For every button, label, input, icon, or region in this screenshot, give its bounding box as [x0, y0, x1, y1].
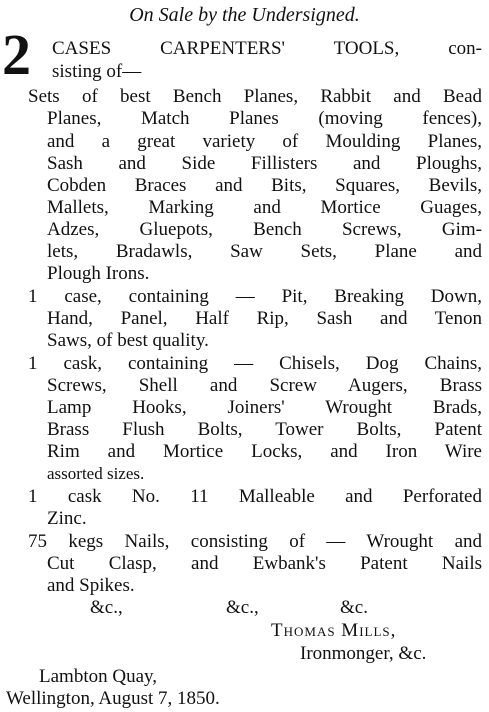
body-line: sisting of—	[52, 61, 142, 82]
body-line: 1 cask, containing — Chisels, Dog Chains,	[28, 353, 482, 374]
body-line: Brass Flush Bolts, Tower Bolts, Patent	[47, 419, 482, 440]
body-line: Cut Clasp, and Ewbank's Patent Nails	[47, 553, 482, 574]
body-line: Cobden Braces and Bits, Squares, Bevils,	[47, 175, 482, 196]
body-line: Rim and Mortice Locks, and Iron Wire	[47, 441, 482, 462]
body-line: Zinc.	[47, 508, 87, 529]
body-line: Sash and Side Fillisters and Ploughs,	[47, 153, 482, 174]
place-and-date: Wellington, August 7, 1850.	[6, 688, 220, 709]
advert-heading: On Sale by the Undersigned.	[129, 4, 360, 26]
body-line: Saws, of best quality.	[47, 330, 209, 351]
drop-cap-numeral: 2	[2, 22, 31, 87]
body-line: Mallets, Marking and Mortice Guages,	[47, 197, 482, 218]
body-line: 1 cask No. 11 Malleable and Perforated	[28, 486, 482, 507]
merchant-name: Thomas Mills,	[271, 620, 397, 641]
etcetera: &c.,	[226, 597, 259, 618]
etcetera: &c.	[340, 597, 368, 618]
etcetera: &c.,	[90, 597, 123, 618]
body-line: Screws, Shell and Screw Augers, Brass	[47, 375, 482, 396]
body-line: assorted sizes.	[47, 464, 145, 483]
body-line: Adzes, Gluepots, Bench Screws, Gim-	[47, 219, 482, 240]
body-line: and Spikes.	[47, 575, 135, 596]
body-line: lets, Bradawls, Saw Sets, Plane and	[47, 241, 482, 262]
body-line: 75 kegs Nails, consisting of — Wrought and	[28, 531, 482, 552]
merchant-trade: Ironmonger, &c.	[300, 643, 427, 664]
body-line: Planes, Match Planes (moving fences),	[47, 108, 482, 129]
body-line: and a great variety of Moulding Planes,	[47, 131, 482, 152]
body-line: 1 case, containing — Pit, Breaking Down,	[28, 286, 482, 307]
address-line: Lambton Quay,	[39, 666, 158, 687]
body-line: CASES CARPENTERS' TOOLS, con-	[52, 38, 482, 59]
body-line: Sets of best Bench Planes, Rabbit and Bead	[28, 86, 482, 107]
body-line: Hand, Panel, Half Rip, Sash and Tenon	[47, 308, 482, 329]
body-line: Plough Irons.	[47, 263, 150, 284]
body-line: Lamp Hooks, Joiners' Wrought Brads,	[47, 397, 482, 418]
